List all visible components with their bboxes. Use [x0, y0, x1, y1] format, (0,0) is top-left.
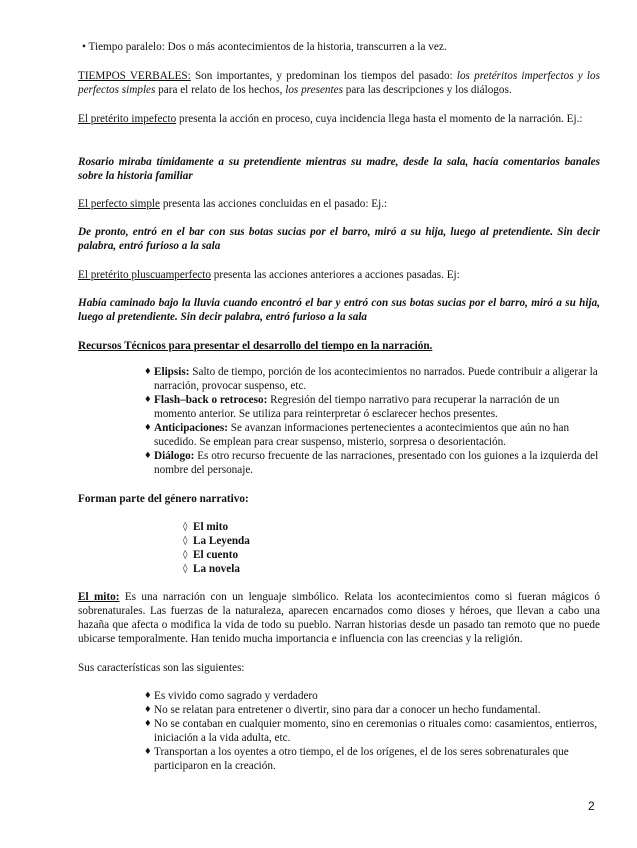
mito-label: El mito:	[78, 591, 120, 603]
bullet-marker: •	[82, 41, 86, 53]
tiempos-verbales-paragraph	[78, 69, 600, 97]
diamond-icon: ♦	[144, 423, 152, 433]
caracteristica-text: Transportan a los oyentes a otro tiempo, el de los orígenes, el de los seres sobrenaturales que participaron en la creación.	[154, 746, 569, 772]
diamond-icon: ♦	[144, 451, 152, 461]
list-item	[144, 421, 600, 449]
tiempo-paralelo-text: Tiempo paralelo: Dos o más acontecimientos de la historia, transcurren a la vez.	[88, 41, 447, 53]
genero-item: La Leyenda	[193, 535, 250, 547]
recurso-text: Regresión del tiempo narrativo para recuperar la narración de un momento anterior. Se utiliza para reinterpretar ó esclarecer hechos presentes.	[154, 394, 560, 420]
perfecto-text: presenta las acciones concluidas en el pasado: Ej.:	[160, 198, 388, 210]
imperfecto-label: El pretérito impefecto	[78, 113, 177, 125]
list-item	[144, 689, 600, 703]
page-number: 2	[588, 799, 595, 813]
pluscuamperfecto-text: presenta las acciones anteriores a acciones pasadas. Ej:	[210, 269, 460, 281]
diamond-icon: ♦	[144, 705, 152, 715]
lozenge-icon: ◊	[183, 522, 188, 532]
lozenge-icon: ◊	[183, 550, 188, 560]
list-item	[144, 717, 600, 745]
recurso-text: Salto de tiempo, porción de los acontecimientos no narrados. Puede contribuir a aligerar la narración, provocar suspenso, etc.	[154, 366, 598, 392]
pluscuamperfecto-example: Había caminado bajo la lluvia cuando encontró el bar y entró con sus botas sucias por el barro, miró a su hija, luego al pretendiente. Sin decir palabra, entró furioso a la sala	[78, 297, 600, 323]
recurso-text: Es otro recurso frecuente de las narraciones, presentado con los guiones a la izquierda del nombre del personaje.	[154, 450, 599, 476]
caracteristica-text: Es vivido como sagrado y verdadero	[154, 690, 318, 702]
recurso-text: Se avanzan informaciones pertenecientes a acontecimientos que aún no han sucedido. Se emplean para crear suspenso, misterio, sorpresa o desorientación.	[154, 422, 570, 448]
mito-text: Es una narración con un lenguaje simbólico. Relata los acontecimientos como si fueran mágicos ó sobrenaturales. Las fuerzas de la naturaleza, aparecen encarnados como dioses y héroes, que llevan a cabo una hazaña que afecta o modifica la vida de todo su pueblo. Narran historias desde un pasado tan remoto que no puede ubicarse temporalmente. Han tenido mucha importancia e influencia con las creencias y la religión.	[78, 591, 601, 645]
genero-item: El mito	[193, 521, 229, 533]
tiempo-paralelo-bullet	[78, 40, 600, 54]
genero-item: El cuento	[193, 549, 239, 561]
lozenge-icon: ◊	[183, 564, 188, 574]
perfecto-label: El perfecto simple	[78, 198, 161, 210]
pluscuamperfecto-label: El pretérito pluscuamperfecto	[78, 269, 211, 281]
tiempos-text-3: para el relato de los hechos,	[155, 84, 286, 96]
recurso-term: Anticipaciones:	[154, 422, 228, 434]
imperfecto-example: Rosario miraba tímidamente a su pretendiente mientras su madre, desde la sala, hacía comentarios banales sobre la historia familiar	[78, 156, 600, 182]
imperfecto-text: presenta la acción en proceso, cuya incidencia llega hasta el momento de la narración. Ej.:	[176, 113, 583, 125]
diamond-icon: ♦	[144, 747, 152, 757]
tiempos-text-2: los pretéritos imperfectos y los perfectos simples	[78, 70, 600, 96]
diamond-icon: ♦	[144, 719, 152, 729]
list-item	[144, 745, 600, 773]
list-item	[183, 548, 383, 562]
list-item	[144, 703, 600, 717]
list-item	[183, 534, 383, 548]
recurso-term: Elipsis:	[154, 366, 190, 378]
perfecto-example: De pronto, entró en el bar con sus botas sucias por el barro, miró a su hija, luego al pretendiente. Sin decir palabra, entró furioso a la sala	[78, 226, 600, 252]
pluscuamperfecto-paragraph	[78, 268, 600, 282]
diamond-icon: ♦	[144, 395, 152, 405]
recursos-list	[144, 365, 600, 477]
diamond-icon: ♦	[144, 367, 152, 377]
genero-item: La novela	[193, 563, 240, 575]
imperfecto-paragraph	[78, 112, 600, 126]
genero-list	[183, 520, 383, 576]
caracteristica-text: No se contaban en cualquier momento, sino en ceremonias o rituales como: casamientos, entierros, iniciación a la vida adulta, etc.	[154, 718, 598, 744]
mito-paragraph	[78, 590, 600, 646]
list-item	[144, 449, 600, 477]
list-item	[183, 562, 383, 576]
tiempos-text-5: para las descripciones y los diálogos.	[342, 84, 512, 96]
genero-heading: Forman parte del género narrativo:	[78, 493, 249, 505]
perfecto-paragraph	[78, 197, 600, 211]
caracteristica-text: No se relatan para entretener o divertir, sino para dar a conocer un hecho fundamental.	[154, 704, 541, 716]
tiempos-text-1: Son importantes, y predominan los tiempos del pasado:	[190, 70, 457, 82]
list-item	[144, 365, 600, 393]
lozenge-icon: ◊	[183, 536, 188, 546]
list-item	[144, 393, 600, 421]
caracteristicas-intro: Sus características son las siguientes:	[78, 662, 245, 674]
caracteristicas-list	[144, 689, 600, 773]
recurso-term: Flash–back o retroceso:	[154, 394, 268, 406]
diamond-icon: ♦	[144, 691, 152, 701]
tiempos-verbales-label: TIEMPOS VERBALES:	[78, 70, 191, 82]
recurso-term: Diálogo:	[154, 450, 195, 462]
recursos-heading: Recursos Técnicos para presentar el desarrollo del tiempo en la narración.	[78, 340, 433, 352]
list-item	[183, 520, 383, 534]
tiempos-text-4: los presentes	[285, 84, 343, 96]
